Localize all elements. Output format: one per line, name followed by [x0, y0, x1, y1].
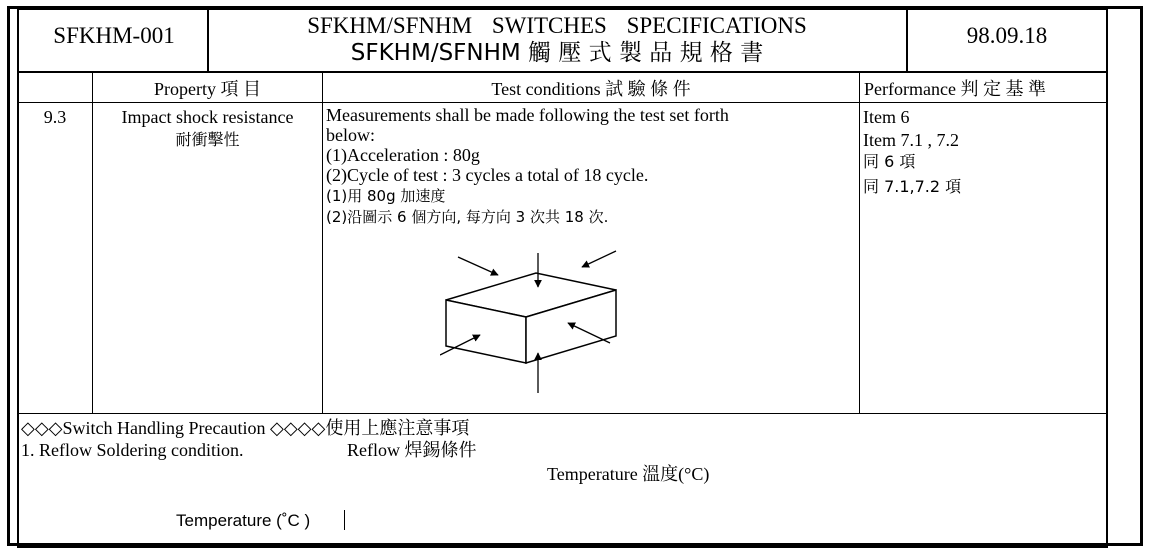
col-divider-2 [322, 72, 323, 414]
impact-direction-diagram [440, 245, 640, 395]
test-line-1: Measurements shall be made following the test set forth [326, 105, 729, 125]
test-block-shape [446, 273, 616, 363]
test-line-2: below: [326, 125, 375, 145]
column-header-property: Property 項 目 [154, 79, 261, 99]
header-bottom-rule [17, 71, 1108, 73]
property-name-en: Impact shock resistance [121, 107, 294, 127]
reflow-item-zh: Reflow 焊錫條件 [347, 440, 477, 460]
performance-line-1: Item 6 [863, 107, 910, 127]
performance-line-4: 同 7.1,7.2 項 [863, 177, 962, 196]
row-number: 9.3 [43, 107, 67, 127]
column-header-performance: Performance 判 定 基 準 [864, 79, 1046, 99]
reflow-chart-axis [344, 510, 345, 530]
chart-caption: Temperature 溫度(°C) [547, 464, 710, 484]
column-header-test-conditions: Test conditions 試 驗 條 件 [491, 79, 691, 99]
test-line-5: (1)用 80g 加速度 [326, 187, 446, 205]
arrow-back-left [458, 257, 498, 275]
performance-line-2: Item 7.1 , 7.2 [863, 130, 959, 150]
table-bottom-rule [17, 413, 1108, 414]
page-title: SFKHM/SFNHM SWITCHES SPECIFICATIONS [307, 13, 807, 38]
precaution-heading: ◇◇◇Switch Handling Precaution ◇◇◇◇使用上應注意事項 [21, 418, 470, 438]
table-header-rule [17, 102, 1108, 103]
test-line-3: (1)Acceleration : 80g [326, 145, 480, 165]
property-name-zh: 耐衝擊性 [175, 130, 240, 149]
test-line-4: (2)Cycle of test : 3 cycles a total of 18 cycle. [326, 165, 649, 185]
doc-date: 98.09.18 [966, 23, 1048, 48]
reflow-item-en: 1. Reflow Soldering condition. [21, 440, 244, 460]
reflow-chart-axis-label: Temperature (˚C ) [176, 511, 311, 530]
doc-number: SFKHM-001 [53, 23, 175, 48]
page-subtitle: SFKHM/SFNHM 觸 壓 式 製 品 規 格 書 [350, 40, 764, 66]
arrow-back-right [582, 251, 616, 267]
performance-line-3: 同 6 項 [863, 152, 916, 171]
test-line-6: (2)沿圖示 6 個方向, 每方向 3 次共 18 次. [326, 208, 609, 226]
col-divider-3 [859, 72, 860, 414]
